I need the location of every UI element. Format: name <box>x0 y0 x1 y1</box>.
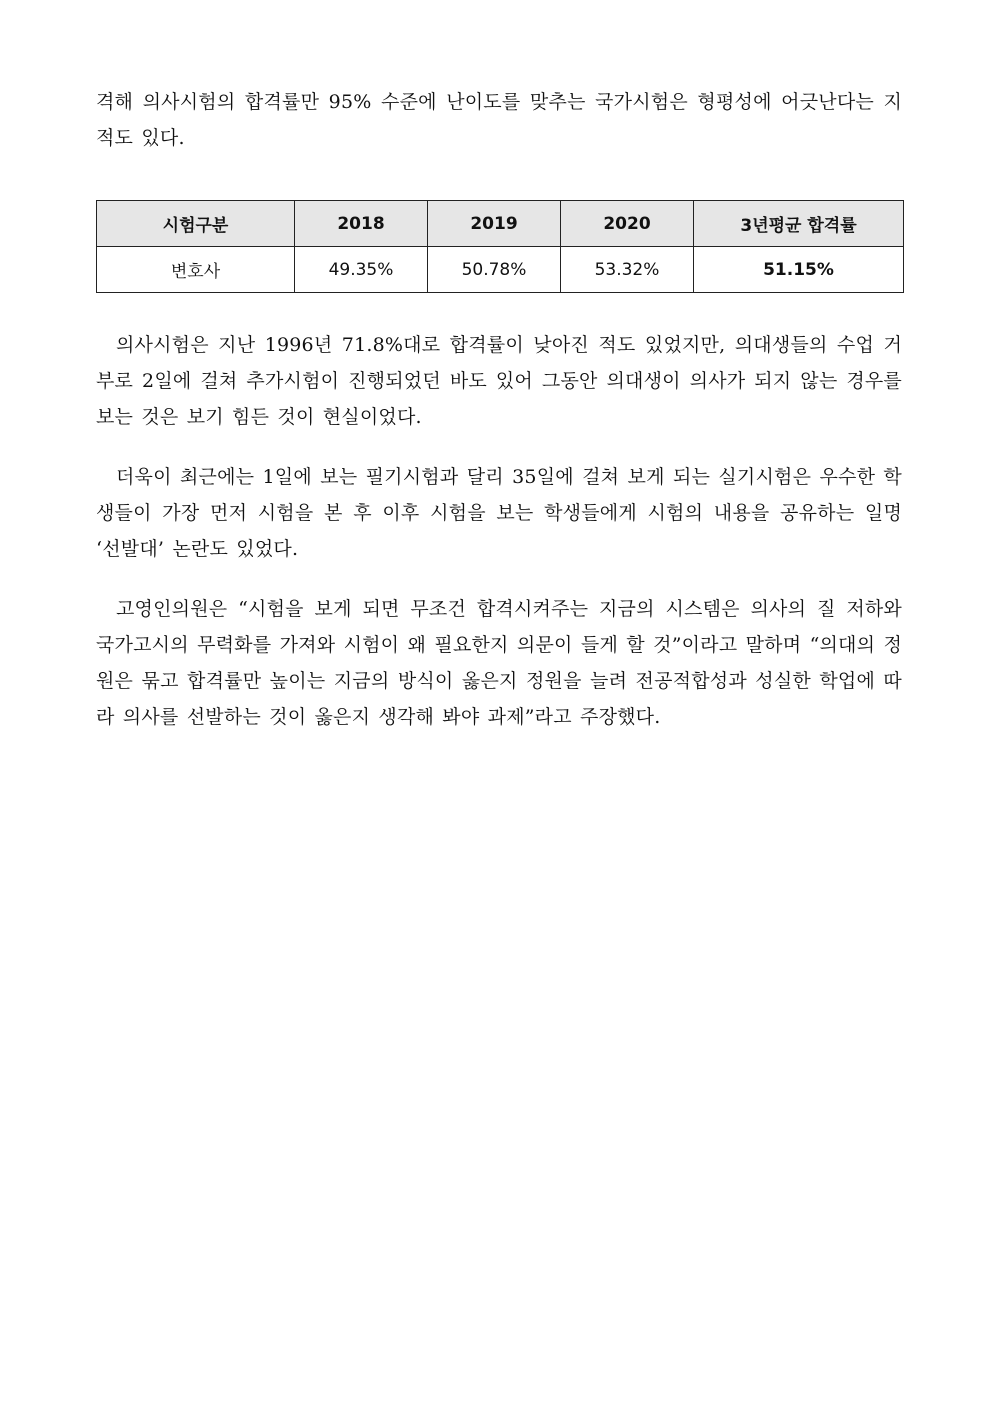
cell-2019: 50.78% <box>428 247 561 293</box>
document-page <box>96 84 902 735</box>
spacer <box>96 567 902 591</box>
cell-2020: 53.32% <box>561 247 694 293</box>
header-2019: 2019 <box>428 201 561 247</box>
paragraph-history: 의사시험은 지난 1996년 71.8%대로 합격률이 낮아진 적도 있었지만, 의대생들의 수업 거부로 2일에 걸쳐 추가시험이 진행되었던 바도 있어 그동안 의대생이 의사가 되지 않는 경우를 보는 것은 보기 힘든 것이 현실이었다. <box>96 334 902 428</box>
header-2020: 2020 <box>561 201 694 247</box>
table-header-row <box>97 201 904 247</box>
pass-rate-table <box>96 200 904 293</box>
spacer <box>96 293 902 327</box>
spacer <box>96 156 902 200</box>
header-2018: 2018 <box>295 201 428 247</box>
paragraph-quote: 고영인의원은 “시험을 보게 되면 무조건 합격시켜주는 지금의 시스템은 의사의 질 저하와 국가고시의 무력화를 가져와 시험이 왜 필요한지 의문이 들게 할 것”이라고 말하며 “의대의 정원은 묶고 합격률만 높이는 지금의 방식이 옳은지 정원을 늘려 전공적합성과 성실한 학업에 따라 의사를 선발하는 것이 옳은지 생각해 봐야 과제”라고 주장했다. <box>96 598 902 728</box>
header-3yr-average: 3년평균 합격률 <box>694 201 904 247</box>
paragraph-practical-exam: 더욱이 최근에는 1일에 보는 필기시험과 달리 35일에 걸쳐 보게 되는 실기시험은 우수한 학생들이 가장 먼저 시험을 본 후 이후 시험을 보는 학생들에게 시험의 내용을 공유하는 일명 ‘선발대’ 논란도 있었다. <box>96 466 902 560</box>
cell-exam-type: 변호사 <box>97 247 295 293</box>
cell-3yr-average: 51.15% <box>694 247 904 293</box>
table-row <box>97 247 904 293</box>
cell-2018: 49.35% <box>295 247 428 293</box>
header-exam-type: 시험구분 <box>97 201 295 247</box>
spacer <box>96 435 902 459</box>
intro-paragraph: 격해 의사시험의 합격률만 95% 수준에 난이도를 맞추는 국가시험은 형평성에 어긋난다는 지적도 있다. <box>96 91 902 149</box>
